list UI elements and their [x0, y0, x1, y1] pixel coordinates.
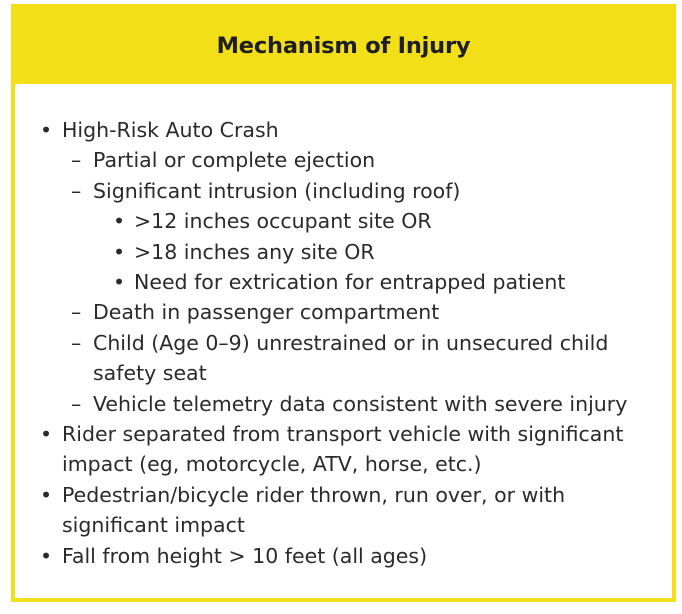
bullet-marker: • — [40, 543, 53, 568]
sub-sub-list-item-text: >12 inches occupant site OR — [134, 209, 432, 234]
list-item — [15, 541, 664, 571]
sub-list-item-text: Partial or complete ejection — [93, 148, 376, 173]
sub-list-item-text: Child (Age 0–9) unrestrained or in unsecured child safety seat — [93, 330, 609, 386]
bullet-marker: • — [113, 239, 126, 264]
sub-sub-list-item — [15, 237, 664, 267]
sub-list-item — [15, 145, 664, 175]
dash-marker: – — [71, 148, 82, 173]
list-item-text: High-Risk Auto Crash — [62, 118, 279, 142]
panel-header — [15, 8, 672, 84]
bullet-marker: • — [113, 209, 126, 234]
criteria-list — [15, 84, 672, 571]
list-item — [15, 115, 664, 145]
sub-sub-list-item — [15, 206, 664, 236]
dash-marker: – — [71, 178, 82, 203]
bullet-marker: • — [113, 270, 126, 295]
sub-list-item — [15, 328, 664, 389]
list-item-text: Pedestrian/bicycle rider thrown, run over, or with significant impact — [62, 482, 566, 538]
list-item-text: Fall from height > 10 feet (all ages) — [62, 543, 428, 568]
sub-sub-list-item — [15, 267, 664, 297]
sub-list-item — [15, 389, 664, 419]
sub-list-item-text: Vehicle telemetry data consistent with severe injury — [93, 391, 628, 416]
list-item-text: Rider separated from transport vehicle with significant impact (eg, motorcycle, ATV, horse, etc.) — [62, 422, 624, 477]
sub-sub-list-item-text: >18 inches any site OR — [134, 239, 375, 264]
dash-marker: – — [71, 300, 82, 325]
dash-marker: – — [71, 391, 82, 416]
list-item — [15, 419, 664, 480]
bullet-marker: • — [40, 482, 53, 507]
sub-list-item-text: Significant intrusion (including roof) — [93, 178, 461, 203]
bullet-marker: • — [40, 422, 53, 447]
sub-sub-list-item-text: Need for extrication for entrapped patient — [134, 270, 566, 295]
sub-list-item — [15, 176, 664, 206]
panel-title: Mechanism of Injury — [216, 33, 471, 59]
bullet-marker: • — [40, 118, 53, 142]
sub-list-item — [15, 297, 664, 327]
mechanism-of-injury-panel — [11, 4, 676, 602]
dash-marker: – — [71, 330, 82, 355]
list-item — [15, 480, 664, 541]
sub-list-item-text: Death in passenger compartment — [93, 300, 440, 325]
